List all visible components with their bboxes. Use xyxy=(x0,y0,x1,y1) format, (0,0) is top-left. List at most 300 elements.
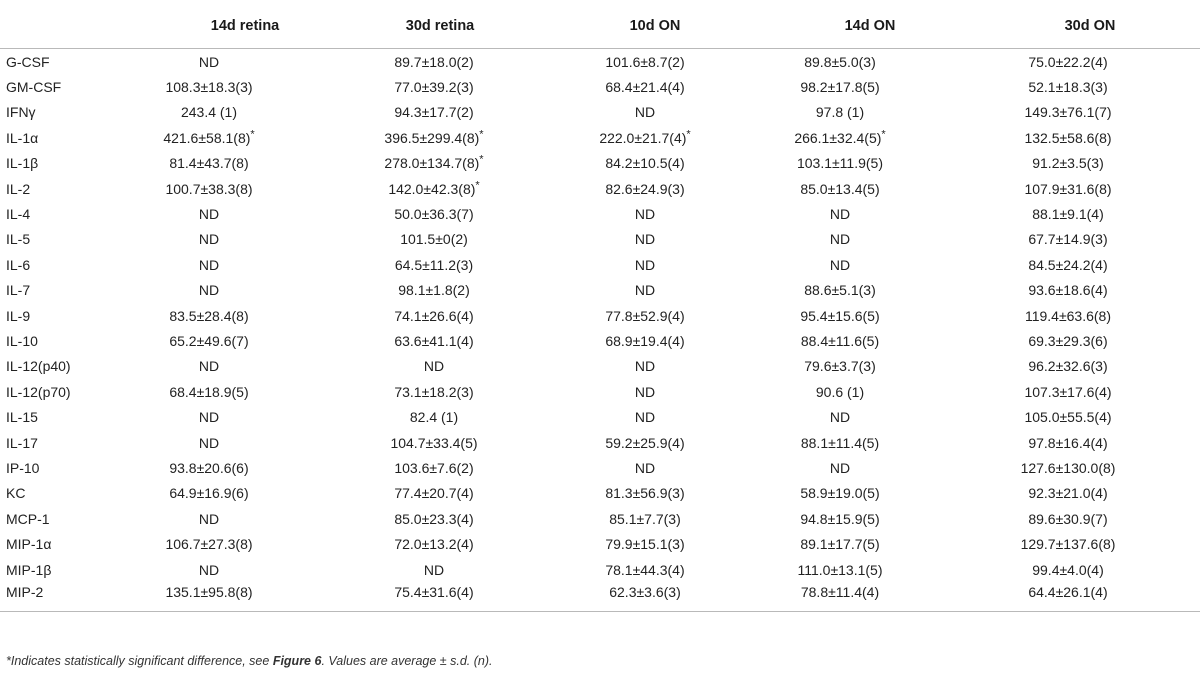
value-cell xyxy=(550,430,760,455)
value-wrap xyxy=(605,308,684,324)
value-text: ND xyxy=(634,231,656,248)
table-row xyxy=(0,354,1200,379)
value-cell xyxy=(760,506,980,531)
value-wrap xyxy=(605,155,684,171)
value-cell xyxy=(760,252,980,277)
value-text: 88.6±5.1(3) xyxy=(804,282,876,299)
value-cell xyxy=(980,531,1200,556)
value-cell xyxy=(980,176,1200,201)
value-text: 101.5±0(2) xyxy=(400,231,468,248)
value-wrap xyxy=(394,104,473,120)
value-wrap xyxy=(199,511,219,527)
value-wrap xyxy=(804,282,876,298)
value-text: ND xyxy=(198,561,220,578)
value-text: 98.1±1.8(2) xyxy=(398,282,470,299)
value-wrap xyxy=(609,511,681,527)
significance-marker: * xyxy=(479,128,484,141)
value-cell xyxy=(330,303,550,328)
header-14d-retina: 14d retina xyxy=(160,4,330,49)
value-cell xyxy=(980,404,1200,429)
value-text: 68.4±21.4(4) xyxy=(605,79,685,96)
value-cell xyxy=(160,404,330,429)
value-text: 77.4±20.7(4) xyxy=(394,485,474,502)
value-wrap xyxy=(394,206,473,222)
value-wrap xyxy=(394,384,473,400)
value-text: 50.0±36.3(7) xyxy=(394,206,474,223)
value-text: ND xyxy=(634,409,656,426)
value-cell xyxy=(330,125,550,150)
value-cell xyxy=(160,379,330,404)
value-wrap xyxy=(801,333,879,349)
value-wrap xyxy=(1024,104,1111,120)
value-wrap xyxy=(804,358,876,374)
cytokine-name-cell: IP-10 xyxy=(6,459,40,476)
value-text: ND xyxy=(634,282,656,299)
value-wrap xyxy=(1028,257,1107,273)
value-wrap xyxy=(199,206,219,222)
value-text: 421.6±58.1(8) xyxy=(163,129,251,146)
value-text: 64.4±26.1(4) xyxy=(1028,584,1108,601)
cytokine-name-cell: IL-12(p40) xyxy=(6,358,71,375)
cytokine-name-cell: MIP-2 xyxy=(0,582,160,612)
value-text: 72.0±13.2(4) xyxy=(394,536,474,553)
value-text: ND xyxy=(198,409,220,426)
value-cell xyxy=(330,455,550,480)
table-row xyxy=(0,176,1200,201)
value-cell xyxy=(330,74,550,99)
table-row xyxy=(0,151,1200,176)
value-wrap xyxy=(605,536,684,552)
value-text: 89.8±5.0(3) xyxy=(804,53,876,70)
value-cell xyxy=(550,201,760,226)
value-text: 62.3±3.6(3) xyxy=(609,584,681,601)
value-cell xyxy=(760,74,980,99)
value-text: 69.3±29.3(6) xyxy=(1028,332,1108,349)
value-cell xyxy=(160,557,330,582)
value-cell xyxy=(760,430,980,455)
value-text: 119.4±63.6(8) xyxy=(1024,307,1112,324)
value-cell xyxy=(330,328,550,353)
value-text: ND xyxy=(198,206,220,223)
header-14d-on: 14d ON xyxy=(760,4,980,49)
value-wrap xyxy=(394,536,473,552)
table-row xyxy=(0,430,1200,455)
value-text: 84.2±10.5(4) xyxy=(605,155,685,172)
footnote-lead: Indicates statistically significant difference, see xyxy=(10,654,273,668)
value-wrap xyxy=(424,358,444,374)
cytokine-name-cell: MIP-1β xyxy=(6,561,52,578)
significance-marker: * xyxy=(686,128,691,141)
value-cell xyxy=(980,557,1200,582)
table-row xyxy=(0,404,1200,429)
value-wrap xyxy=(181,104,237,120)
value-wrap xyxy=(1021,460,1116,476)
value-wrap xyxy=(384,155,483,171)
value-wrap xyxy=(199,435,219,451)
table-row xyxy=(0,74,1200,99)
value-cell xyxy=(160,125,330,150)
table-footnote xyxy=(6,654,493,668)
value-text: 132.5±58.6(8) xyxy=(1024,129,1112,146)
value-text: 99.4±4.0(4) xyxy=(1032,561,1104,578)
value-wrap xyxy=(394,79,473,95)
value-wrap xyxy=(394,584,473,600)
value-cell xyxy=(330,354,550,379)
value-text: ND xyxy=(634,383,656,400)
value-wrap xyxy=(605,333,684,349)
table-body xyxy=(0,49,1200,612)
value-cell xyxy=(550,404,760,429)
value-cell xyxy=(330,252,550,277)
header-10d-on: 10d ON xyxy=(550,4,760,49)
value-text: 77.0±39.2(3) xyxy=(394,79,474,96)
value-cell xyxy=(550,303,760,328)
header-30d-on: 30d ON xyxy=(980,4,1200,49)
value-wrap xyxy=(1028,79,1107,95)
value-wrap xyxy=(163,130,254,146)
value-text: 100.7±38.3(8) xyxy=(165,180,253,197)
value-wrap xyxy=(1024,384,1111,400)
value-wrap xyxy=(1032,562,1104,578)
value-cell xyxy=(160,354,330,379)
value-text: 73.1±18.2(3) xyxy=(394,383,474,400)
value-cell xyxy=(160,49,330,75)
value-wrap xyxy=(635,358,655,374)
value-wrap xyxy=(800,308,879,324)
value-text: 88.1±11.4(5) xyxy=(800,434,880,451)
value-cell xyxy=(330,201,550,226)
value-cell xyxy=(760,303,980,328)
value-cell xyxy=(760,278,980,303)
value-cell xyxy=(550,481,760,506)
value-text: 104.7±33.4(5) xyxy=(390,434,478,451)
header-row xyxy=(0,4,1200,49)
value-text: ND xyxy=(634,206,656,223)
value-text: ND xyxy=(829,206,851,223)
value-text: 95.4±15.6(5) xyxy=(800,307,880,324)
value-wrap xyxy=(830,257,850,273)
value-cell xyxy=(760,49,980,75)
cytokine-table xyxy=(0,4,1200,612)
value-cell xyxy=(160,151,330,176)
table-row xyxy=(0,252,1200,277)
value-text: 243.4 (1) xyxy=(180,104,238,121)
value-text: 90.6 (1) xyxy=(815,383,865,400)
footnote-marker: * xyxy=(6,654,11,668)
value-wrap xyxy=(635,257,655,273)
value-text: ND xyxy=(198,53,220,70)
value-cell xyxy=(760,328,980,353)
value-cell xyxy=(330,379,550,404)
value-wrap xyxy=(609,584,681,600)
table-row xyxy=(0,328,1200,353)
value-cell xyxy=(550,557,760,582)
value-cell xyxy=(760,151,980,176)
value-text: ND xyxy=(198,282,220,299)
table-row xyxy=(0,49,1200,75)
value-wrap xyxy=(605,79,684,95)
cytokine-table-container xyxy=(0,4,1200,612)
value-text: 85.0±13.4(5) xyxy=(800,180,880,197)
value-text: 84.5±24.2(4) xyxy=(1028,256,1108,273)
cytokine-name-cell: IL-15 xyxy=(6,409,38,426)
value-cell xyxy=(550,49,760,75)
value-text: 64.5±11.2(3) xyxy=(394,256,474,273)
value-cell xyxy=(980,354,1200,379)
value-wrap xyxy=(801,435,879,451)
value-text: 85.0±23.3(4) xyxy=(394,510,474,527)
value-text: 64.9±16.9(6) xyxy=(169,485,249,502)
value-cell xyxy=(160,252,330,277)
value-cell xyxy=(330,176,550,201)
value-text: 85.1±7.7(3) xyxy=(609,510,681,527)
value-wrap xyxy=(797,155,883,171)
cytokine-name-cell: MCP-1 xyxy=(6,510,50,527)
value-cell xyxy=(760,227,980,252)
cytokine-name-cell: IL-7 xyxy=(6,282,31,299)
value-cell xyxy=(760,100,980,125)
value-wrap xyxy=(394,308,473,324)
value-cell xyxy=(160,278,330,303)
value-text: 79.9±15.1(3) xyxy=(605,536,685,553)
value-cell xyxy=(160,303,330,328)
value-cell xyxy=(330,531,550,556)
value-wrap xyxy=(398,282,470,298)
cytokine-name-cell: MIP-1α xyxy=(6,536,52,553)
value-cell xyxy=(980,100,1200,125)
header-corner xyxy=(0,4,160,49)
value-wrap xyxy=(199,257,219,273)
value-wrap xyxy=(830,460,850,476)
value-cell xyxy=(760,201,980,226)
value-cell xyxy=(760,557,980,582)
value-cell xyxy=(550,227,760,252)
value-text: 83.5±28.4(8) xyxy=(169,307,249,324)
value-text: 78.1±44.3(4) xyxy=(605,561,685,578)
value-wrap xyxy=(816,384,864,400)
value-wrap xyxy=(1024,130,1111,146)
value-wrap xyxy=(1028,485,1107,501)
value-cell xyxy=(760,455,980,480)
cytokine-name-cell: IL-5 xyxy=(6,231,31,248)
value-cell xyxy=(550,74,760,99)
value-text: 58.9±19.0(5) xyxy=(800,485,880,502)
value-wrap xyxy=(605,435,684,451)
table-row xyxy=(0,481,1200,506)
value-text: 91.2±3.5(3) xyxy=(1032,155,1104,172)
table-row xyxy=(0,455,1200,480)
value-wrap xyxy=(1028,54,1107,70)
value-text: 89.6±30.9(7) xyxy=(1028,510,1108,527)
cytokine-name-cell: IL-12(p70) xyxy=(6,383,71,400)
value-cell xyxy=(330,506,550,531)
value-text: 68.9±19.4(4) xyxy=(605,332,685,349)
value-text: 107.9±31.6(8) xyxy=(1024,180,1112,197)
value-text: 75.0±22.2(4) xyxy=(1028,53,1108,70)
value-wrap xyxy=(800,485,879,501)
value-text: 74.1±26.6(4) xyxy=(394,307,474,324)
value-wrap xyxy=(169,333,248,349)
value-cell xyxy=(550,125,760,150)
value-text: 88.1±9.1(4) xyxy=(1032,206,1104,223)
value-cell xyxy=(980,328,1200,353)
value-cell xyxy=(160,328,330,353)
value-cell xyxy=(330,278,550,303)
value-wrap xyxy=(390,435,477,451)
value-text: ND xyxy=(634,256,656,273)
value-cell xyxy=(980,151,1200,176)
value-cell xyxy=(760,531,980,556)
value-cell xyxy=(980,125,1200,150)
table-row xyxy=(0,379,1200,404)
value-wrap xyxy=(800,536,879,552)
cytokine-name-cell: IFNγ xyxy=(6,104,36,121)
value-text: 222.0±21.7(4) xyxy=(599,129,687,146)
value-text: 107.3±17.6(4) xyxy=(1024,383,1112,400)
footnote-trail: . Values are average ± s.d. (n). xyxy=(321,654,493,668)
value-cell xyxy=(330,100,550,125)
value-cell xyxy=(760,404,980,429)
value-text: 97.8±16.4(4) xyxy=(1028,434,1108,451)
value-cell xyxy=(330,582,550,612)
value-wrap xyxy=(199,358,219,374)
figure-6-reference[interactable]: Figure 6 xyxy=(272,654,322,668)
value-text: ND xyxy=(829,459,851,476)
value-text: 105.0±55.5(4) xyxy=(1024,409,1112,426)
value-cell xyxy=(550,176,760,201)
table-header xyxy=(0,4,1200,49)
value-wrap xyxy=(169,460,248,476)
value-cell xyxy=(550,582,760,612)
value-wrap xyxy=(165,181,252,197)
value-text: 78.8±11.4(4) xyxy=(800,584,880,601)
value-cell xyxy=(160,201,330,226)
value-wrap xyxy=(424,562,444,578)
value-text: 142.0±42.3(8) xyxy=(388,180,476,197)
value-text: ND xyxy=(423,358,445,375)
value-text: 82.6±24.9(3) xyxy=(605,180,685,197)
header-30d-retina: 30d retina xyxy=(330,4,550,49)
value-wrap xyxy=(1032,206,1104,222)
value-wrap xyxy=(1028,282,1107,298)
value-text: 89.1±17.7(5) xyxy=(800,536,880,553)
value-cell xyxy=(330,227,550,252)
value-text: 129.7±137.6(8) xyxy=(1020,536,1116,553)
value-wrap xyxy=(635,206,655,222)
value-wrap xyxy=(394,485,473,501)
value-wrap xyxy=(1024,181,1111,197)
value-wrap xyxy=(199,282,219,298)
value-text: 89.7±18.0(2) xyxy=(394,53,474,70)
value-wrap xyxy=(199,231,219,247)
value-wrap xyxy=(165,79,252,95)
value-cell xyxy=(980,49,1200,75)
value-cell xyxy=(330,557,550,582)
value-text: ND xyxy=(829,409,851,426)
value-wrap xyxy=(830,409,850,425)
value-wrap xyxy=(800,511,879,527)
value-text: ND xyxy=(634,104,656,121)
value-wrap xyxy=(394,54,473,70)
value-cell xyxy=(980,430,1200,455)
value-wrap xyxy=(1028,511,1107,527)
value-cell xyxy=(550,100,760,125)
value-cell xyxy=(760,379,980,404)
value-text: 106.7±27.3(8) xyxy=(165,536,253,553)
value-cell xyxy=(160,176,330,201)
value-cell xyxy=(980,506,1200,531)
value-cell xyxy=(760,354,980,379)
significance-marker: * xyxy=(475,178,480,191)
value-text: 81.4±43.7(8) xyxy=(169,155,249,172)
value-cell xyxy=(760,125,980,150)
table-row xyxy=(0,227,1200,252)
value-wrap xyxy=(804,54,876,70)
value-wrap xyxy=(169,308,248,324)
value-cell xyxy=(330,404,550,429)
cytokine-name-cell: G-CSF xyxy=(6,53,50,70)
value-wrap xyxy=(400,231,468,247)
value-text: 127.6±130.0(8) xyxy=(1020,459,1116,476)
value-wrap xyxy=(199,54,219,70)
value-cell xyxy=(550,455,760,480)
table-row xyxy=(0,303,1200,328)
value-wrap xyxy=(1024,409,1111,425)
value-text: ND xyxy=(198,231,220,248)
value-cell xyxy=(550,506,760,531)
value-wrap xyxy=(165,584,252,600)
value-wrap xyxy=(599,130,690,146)
value-text: 59.2±25.9(4) xyxy=(605,434,685,451)
table-row xyxy=(0,531,1200,556)
value-wrap xyxy=(801,584,879,600)
value-text: 79.6±3.7(3) xyxy=(804,358,876,375)
value-text: 67.7±14.9(3) xyxy=(1028,231,1108,248)
cytokine-name-cell: KC xyxy=(6,485,26,502)
value-wrap xyxy=(830,206,850,222)
value-text: 68.4±18.9(5) xyxy=(169,383,249,400)
value-cell xyxy=(550,354,760,379)
value-cell xyxy=(760,582,980,612)
value-text: 94.8±15.9(5) xyxy=(800,510,880,527)
value-wrap xyxy=(605,562,684,578)
value-cell xyxy=(760,176,980,201)
cytokine-name-cell: IL-1β xyxy=(6,155,39,172)
value-text: ND xyxy=(829,231,851,248)
value-cell xyxy=(330,49,550,75)
value-wrap xyxy=(410,409,458,425)
value-wrap xyxy=(635,282,655,298)
significance-marker: * xyxy=(250,128,255,141)
value-cell xyxy=(550,328,760,353)
value-text: 103.1±11.9(5) xyxy=(796,155,884,172)
value-wrap xyxy=(1025,308,1111,324)
value-cell xyxy=(980,74,1200,99)
value-wrap xyxy=(394,333,473,349)
value-cell xyxy=(980,303,1200,328)
value-wrap xyxy=(388,178,480,197)
value-wrap xyxy=(605,181,684,197)
value-text: 81.3±56.9(3) xyxy=(605,485,685,502)
value-text: 103.6±7.6(2) xyxy=(394,459,474,476)
value-wrap xyxy=(816,104,864,120)
value-wrap xyxy=(800,181,879,197)
table-row xyxy=(0,557,1200,582)
value-cell xyxy=(160,74,330,99)
value-cell xyxy=(160,531,330,556)
value-cell xyxy=(160,455,330,480)
value-cell xyxy=(550,531,760,556)
